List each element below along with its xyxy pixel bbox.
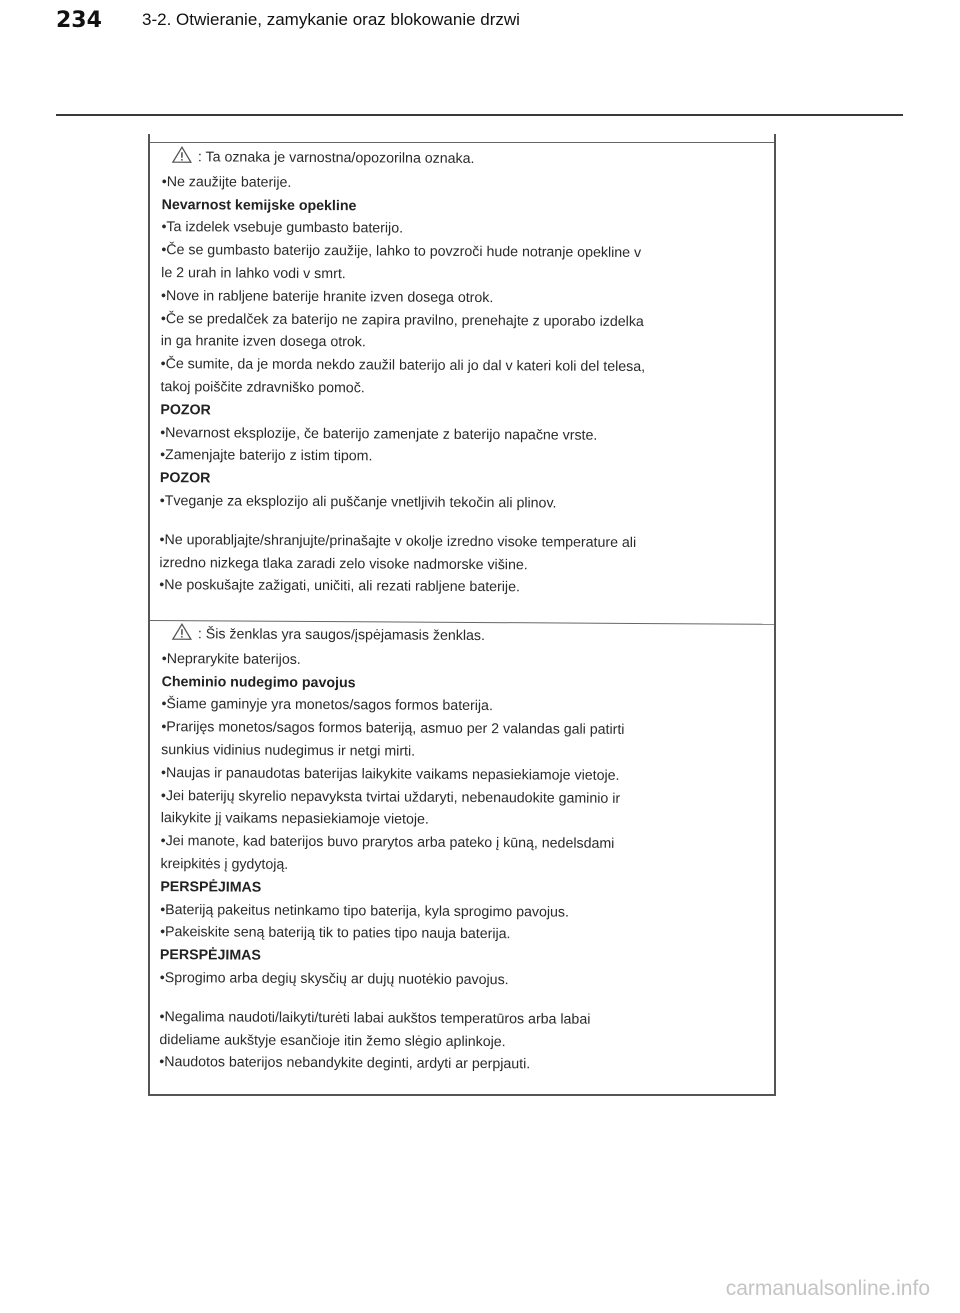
section-heading: Cheminio nudegimo pavojus — [161, 673, 356, 691]
text-line: •Jei manote, kad baterijos buvo prarytos arba pateko į kūną, nedelsdami — [160, 833, 615, 853]
text-line: •Ta izdelek vsebuje gumbasto baterijo. — [161, 219, 404, 237]
text-line: sunkius vidinius nudegimus ir netgi mirti. — [161, 742, 416, 760]
text-line: takoj poiščite zdravniško pomoč. — [160, 379, 365, 397]
text-line: •Če se gumbasto baterijo zaužije, lahko to povzroči hude notranje opekline v — [161, 242, 642, 262]
warning-line — [162, 623, 762, 651]
text-line: •Naujas ir panaudotas baterijas laikykite vaikams nepasiekiamoje vietoje. — [161, 764, 620, 784]
label-top-border — [150, 142, 774, 143]
text-line: •Pakeiskite seną bateriją tik to paties tipo nauja baterija. — [160, 924, 511, 943]
watermark: carmanualsonline.info — [725, 1277, 930, 1300]
text-line: in ga hranite izven dosega otrok. — [160, 333, 366, 351]
text-line: •Prarijęs monetos/sagos formos bateriją, asmuo per 2 valandas gali patirti — [161, 719, 625, 739]
page-number: 234 — [56, 8, 102, 33]
text-line: •Negalima naudoti/laikyti/turėti labai aukštos temperatūros arba labai — [159, 1008, 591, 1028]
page-header — [56, 72, 903, 116]
warning-line-text: : Ta oznaka je varnostna/opozorilna oznaka. — [197, 149, 475, 167]
text-line: •Šiame gaminyje yra monetos/sagos formos baterija. — [161, 696, 493, 715]
text-line: •Sprogimo arba degių skysčių ar dujų nuotėkio pavojus. — [159, 970, 509, 989]
section-heading: POZOR — [159, 470, 211, 487]
text-line: •Naudotos baterijos nebandykite deginti, ardyti ar perpjauti. — [159, 1054, 531, 1073]
warning-line-text: : Šis ženklas yra saugos/įspėjamasis ženklas. — [197, 626, 485, 645]
scanned-warning-label — [148, 134, 776, 1096]
section-lithuanian — [147, 620, 774, 1094]
text-line: •Bateriją pakeitus netinkamo tipo baterija, kyla sprogimo pavojus. — [160, 901, 570, 921]
text-line: •Ne zaužijte baterije. — [161, 173, 292, 191]
warning-triangle-icon — [172, 146, 192, 171]
text-line: •Nove in rabljene baterije hranite izven dosega otrok. — [161, 287, 494, 306]
text-line: •Ne poskušajte zažigati, uničiti, ali rezati rabljene baterije. — [159, 577, 520, 596]
chapter-title: 3-2. Otwieranie, zamykanie oraz blokowanie drzwi — [142, 10, 520, 29]
text-line: le 2 urah in lahko vodi v smrt. — [161, 265, 346, 283]
text-line: •Zamenjajte baterijo z istim tipom. — [160, 447, 373, 465]
section-heading: POZOR — [160, 401, 211, 419]
text-line: •Če se predalček za baterijo ne zapira pravilno, prenehajte z uporabo izdelka — [160, 310, 644, 330]
warning-line — [162, 146, 762, 174]
section-heading: Nevarnost kemijske opekline — [161, 196, 357, 214]
text-line: •Nevarnost eksplozije, če baterijo zamenjate z baterijo napačne vrste. — [160, 424, 598, 444]
text-line: kreipkitės į gydytoją. — [160, 856, 289, 873]
text-line: •Ne uporabljajte/shranjujte/prinašajte v okolje izredno visoke temperature ali — [159, 531, 637, 551]
text-line: laikykite jį vaikams nepasiekiamoje vietoje. — [160, 810, 429, 829]
section-heading: PERSPĖJIMAS — [159, 947, 261, 964]
warning-triangle-icon — [172, 623, 192, 648]
text-line: dideliame aukštyje esančioje itin žemo slėgio aplinkoje. — [159, 1031, 506, 1050]
section-slovenian — [147, 144, 774, 623]
section-lines — [159, 171, 762, 601]
section-lines — [159, 648, 762, 1078]
text-line: •Če sumite, da je morda nekdo zaužil baterijo ali jo dal v kateri koli del telesa, — [160, 356, 646, 376]
text-line: •Tveganje za eksplozijo ali puščanje vnetljivih tekočin ali plinov. — [159, 493, 557, 512]
section-heading: PERSPĖJIMAS — [160, 878, 262, 896]
text-line: •Jei baterijų skyrelio nepavyksta tvirtai uždaryti, nebenaudokite gaminio ir — [160, 787, 621, 807]
text-line: izredno nizkega tlaka zaradi zelo visoke nadmorske višine. — [159, 554, 528, 573]
text-line: •Neprarykite baterijos. — [161, 650, 301, 668]
